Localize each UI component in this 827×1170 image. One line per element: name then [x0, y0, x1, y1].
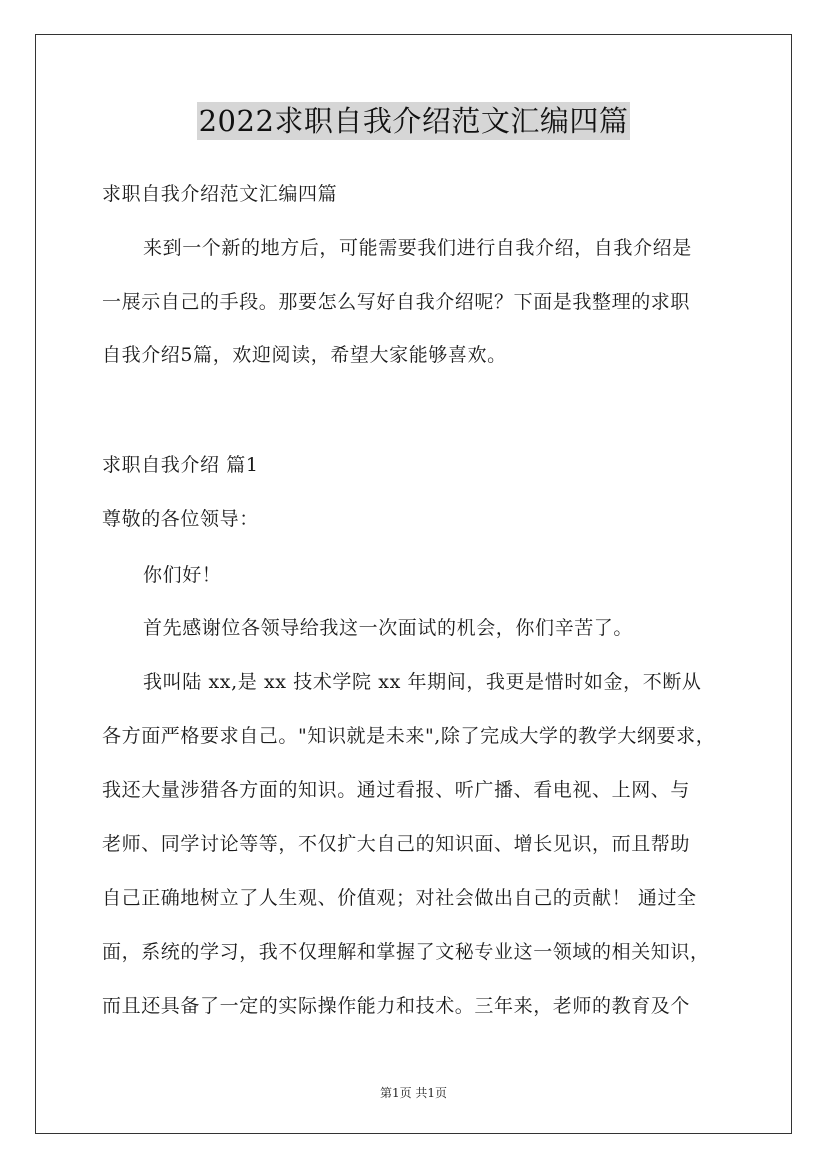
- title-container: [0, 102, 827, 140]
- greeting: 你们好！: [143, 564, 222, 586]
- body-line: 我还大量涉猎各方面的知识。通过看报、听广播、看电视、上网、与: [102, 779, 691, 801]
- document-subtitle: 求职自我介绍范文汇编四篇: [102, 183, 338, 205]
- body-line: 而且还具备了一定的实际操作能力和技术。三年来，老师的教育及个: [102, 995, 691, 1017]
- body-line: 面，系统的学习，我不仅理解和掌握了文秘专业这一领域的相关知识，: [102, 941, 710, 963]
- body-line: 自己正确地树立了人生观、价值观；对社会做出自己的贡献！ 通过全: [102, 887, 697, 909]
- intro-line: 自我介绍5篇，欢迎阅读，希望大家能够喜欢。: [102, 344, 507, 366]
- document-title: 2022求职自我介绍范文汇编四篇: [198, 104, 629, 138]
- body-line: 老师、同学讨论等等，不仅扩大自己的知识面、增长见识，而且帮助: [102, 833, 691, 855]
- body-line: 我叫陆 xx,是 xx 技术学院 xx 年期间，我更是惜时如金，不断从: [143, 671, 702, 693]
- thanks-line: 首先感谢位各领导给我这一次面试的机会，你们辛苦了。: [143, 617, 634, 639]
- intro-line: 一展示自己的手段。那要怎么写好自我介绍呢？下面是我整理的求职: [102, 291, 691, 313]
- salutation: 尊敬的各位领导：: [102, 508, 259, 530]
- section-heading: 求职自我介绍 篇1: [102, 454, 259, 476]
- page-footer: 第1页 共1页: [379, 1086, 448, 1100]
- body-line: 各方面严格要求自己。"知识就是未来",除了完成大学的教学大纲要求，: [102, 725, 716, 747]
- intro-line: 来到一个新的地方后，可能需要我们进行自我介绍，自我介绍是: [143, 237, 692, 259]
